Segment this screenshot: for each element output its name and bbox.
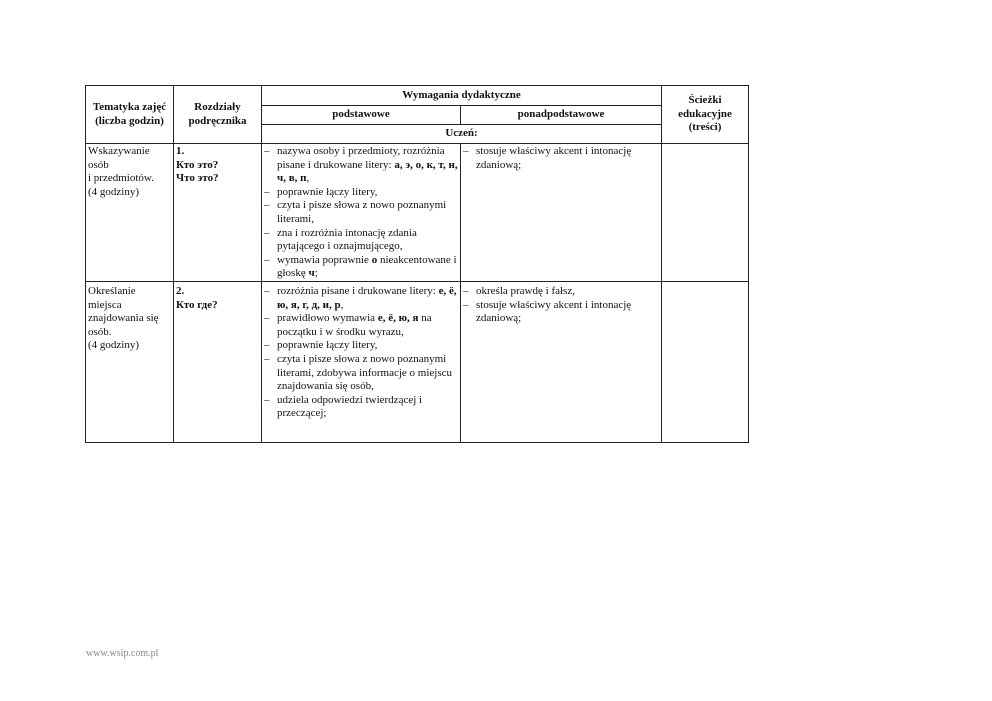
list-item: – zna i rozróżnia intonację zdania pytającego i oznajmującego, <box>264 226 417 253</box>
chapter-cell <box>174 281 262 442</box>
list-item: – poprawnie łączy litery, <box>264 339 378 352</box>
footer-url: www.wsip.com.pl <box>86 648 159 659</box>
list-item: – rozróżnia pisane i drukowane litery: е, ё, ю, я, г, д, и, р, <box>264 284 457 311</box>
advanced-requirements-cell <box>461 281 662 442</box>
table-row <box>86 144 749 282</box>
topic-line: Określanie <box>88 284 136 297</box>
topic-line: osób. <box>88 325 112 338</box>
header-paths-line3: (treści) <box>688 121 722 134</box>
list-item: – stosuje właściwy akcent i intonację zdaniową; <box>463 298 632 325</box>
header-paths-line2: edukacyjne <box>678 107 732 120</box>
paths-cell <box>662 281 749 442</box>
topic-cell <box>86 144 174 282</box>
list-item: – określa prawdę i fałsz, <box>463 284 575 297</box>
header-chapters-line2: podręcznika <box>188 114 247 127</box>
list-item: – czyta i pisze słowa z nowo poznanymi literami, <box>264 199 447 225</box>
topic-line: (4 godziny) <box>88 339 140 352</box>
chapter-title: Кто это? <box>176 158 219 171</box>
chapter-title: Что это? <box>176 172 219 185</box>
chapter-cell <box>174 144 262 282</box>
list-item: – nazywa osoby i przedmioty, rozróżnia pisane i drukowane litery: а, э, о, к, т, н, ч, в, п, <box>264 145 458 185</box>
header-paths-line1: Ścieżki <box>688 94 722 107</box>
header-chapters-line1: Rozdziały <box>194 100 241 113</box>
header-chapters <box>174 86 262 144</box>
topic-line: (4 godziny) <box>88 185 140 198</box>
topic-line: miejsca <box>88 298 122 311</box>
header-basic: podstawowe <box>262 106 461 125</box>
header-advanced: ponadpodstawowe <box>461 106 662 125</box>
list-item: – wymawia poprawnie о nieakcentowane i głoskę ч; <box>264 253 457 280</box>
header-requirements: Wymagania dydaktyczne <box>262 86 662 106</box>
basic-requirements-cell <box>262 144 461 282</box>
header-paths <box>662 86 749 144</box>
advanced-requirements-cell <box>461 144 662 282</box>
topic-line: osób <box>88 158 109 171</box>
basic-requirements-cell <box>262 281 461 442</box>
chapter-title: Кто где? <box>176 298 218 311</box>
list-item: – udziela odpowiedzi twierdzącej i przeczącej; <box>264 393 423 420</box>
curriculum-table <box>85 85 749 443</box>
list-item: – czyta i pisze słowa z nowo poznanymi literami, zdobywa informacje o miejscu znajdowania się osób, <box>264 352 453 393</box>
header-topic <box>86 86 174 144</box>
table-row <box>86 281 749 442</box>
topic-line: i przedmiotów. <box>88 172 154 185</box>
chapter-number: 2. <box>176 284 185 297</box>
list-item: – stosuje właściwy akcent i intonację zdaniową; <box>463 145 632 171</box>
header-topic-line2: (liczba godzin) <box>95 114 164 127</box>
header-student: Uczeń: <box>262 125 662 144</box>
list-item: – poprawnie łączy litery, <box>264 185 378 198</box>
chapter-number: 1. <box>176 145 185 157</box>
list-item: – prawidłowo wymawia е, ё, ю, я na początku i w środku wyrazu, <box>264 312 432 338</box>
topic-line: znajdowania się <box>88 312 159 325</box>
header-topic-line1: Tematyka zajęć <box>92 100 167 113</box>
topic-cell <box>86 281 174 442</box>
topic-line: Wskazywanie <box>88 145 150 157</box>
paths-cell <box>662 144 749 282</box>
